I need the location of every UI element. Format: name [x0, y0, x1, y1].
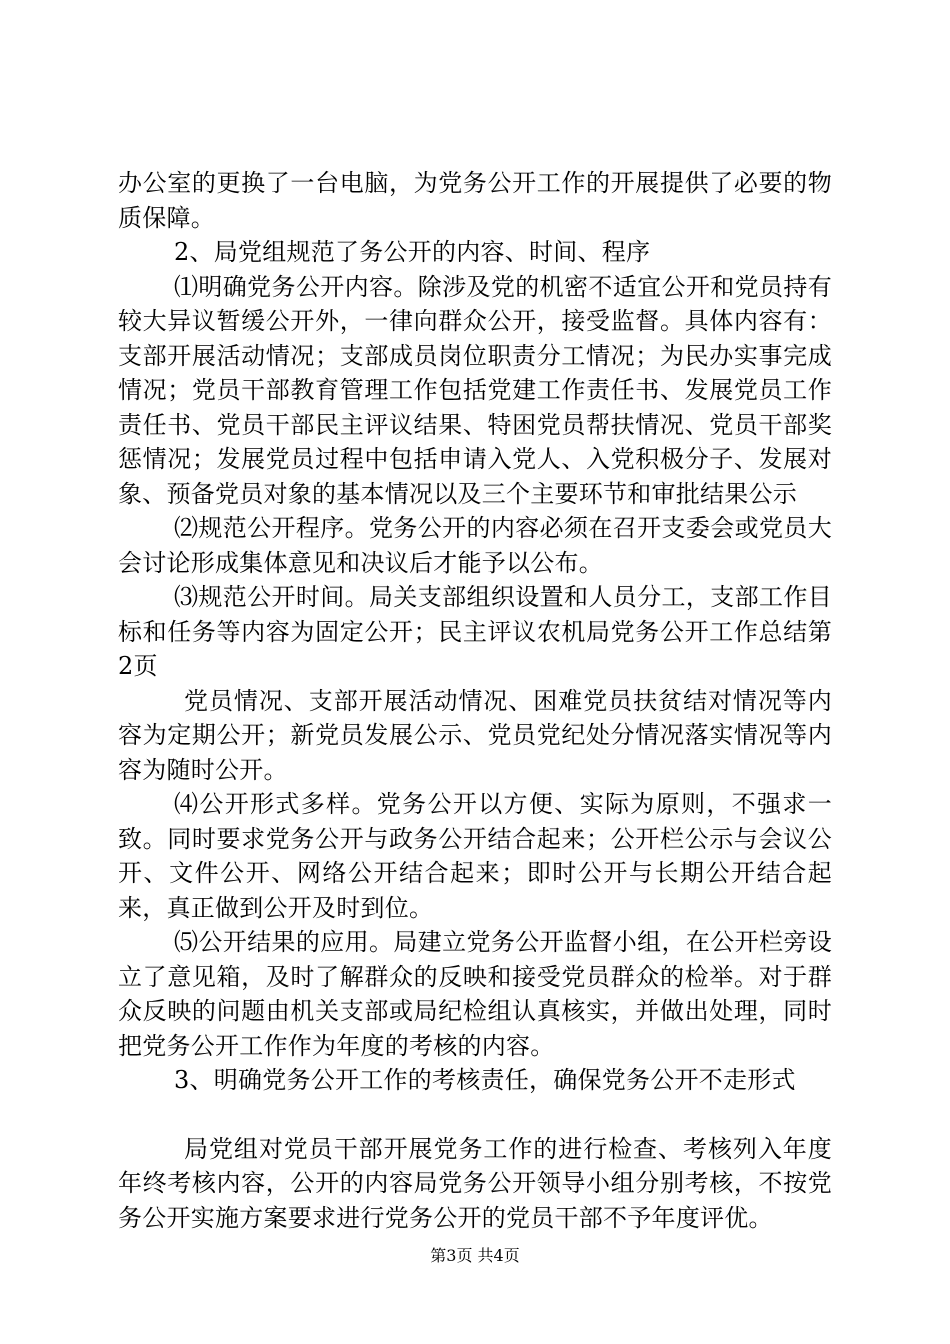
- paragraph-item-1: ⑴明确党务公开内容。除涉及党的机密不适宜公开和党员持有较大异议暂缓公开外，一律向群众公开，接受监督。具体内容有：支部开展活动情况；支部成员岗位职责分工情况；为民办实事完成情况；党员干部教育管理工作包括党建工作责任书、发展党员工作责任书、党员干部民主评议结果、特困党员帮扶情况、党员干部奖惩情况；发展党员过程中包括申请入党人、入党积极分子、发展对象、预备党员对象的基本情况以及三个主要环节和审批结果公示: [118, 272, 832, 508]
- paragraph-item-5: ⑸公开结果的应用。局建立党务公开监督小组，在公开栏旁设立了意见箱，及时了解群众的反映和接受党员群众的检举。对于群众反映的问题由机关支部或局纪检组认真核实，并做出处理，同时把党务公开工作作为年度的考核的内容。: [118, 928, 832, 1060]
- paragraph-item-4: ⑷公开形式多样。党务公开以方便、实际为原则，不强求一致。同时要求党务公开与政务公开结合起来；公开栏公示与会议公开、文件公开、网络公开结合起来；即时公开与长期公开结合起来，真正做到公开及时到位。: [118, 790, 832, 922]
- paragraph-continuation: 办公室的更换了一台电脑，为党务公开工作的开展提供了必要的物质保障。: [118, 169, 832, 232]
- document-body: [118, 166, 832, 1235]
- page-footer: 第3页 共4页: [430, 1246, 520, 1265]
- paragraph-section-3-body: 局党组对党员干部开展党务工作的进行检查、考核列入年度年终考核内容，公开的内容局党务公开领导小组分别考核，不按党务公开实施方案要求进行党务公开的党员干部不予年度评优。: [118, 1134, 832, 1232]
- paragraph-section-3-heading: 3、明确党务公开工作的考核责任，确保党务公开不走形式: [174, 1066, 796, 1094]
- paragraph-item-3: ⑶规范公开时间。局关支部组织设置和人员分工，支部工作目标和任务等内容为固定公开；民主评议农机局党务公开工作总结第2页: [118, 583, 832, 680]
- paragraph-section-2-heading: 2、局党组规范了务公开的内容、时间、程序: [174, 238, 651, 266]
- paragraph-item-3-continued: 党员情况、支部开展活动情况、困难党员扶贫结对情况等内容为定期公开；新党员发展公示、党员党纪处分情况落实情况等内容为随时公开。: [118, 686, 832, 784]
- paragraph-item-2: ⑵规范公开程序。党务公开的内容必须在召开支委会或党员大会讨论形成集体意见和决议后才能予以公布。: [118, 514, 832, 577]
- paragraph-spacer: [118, 1098, 832, 1132]
